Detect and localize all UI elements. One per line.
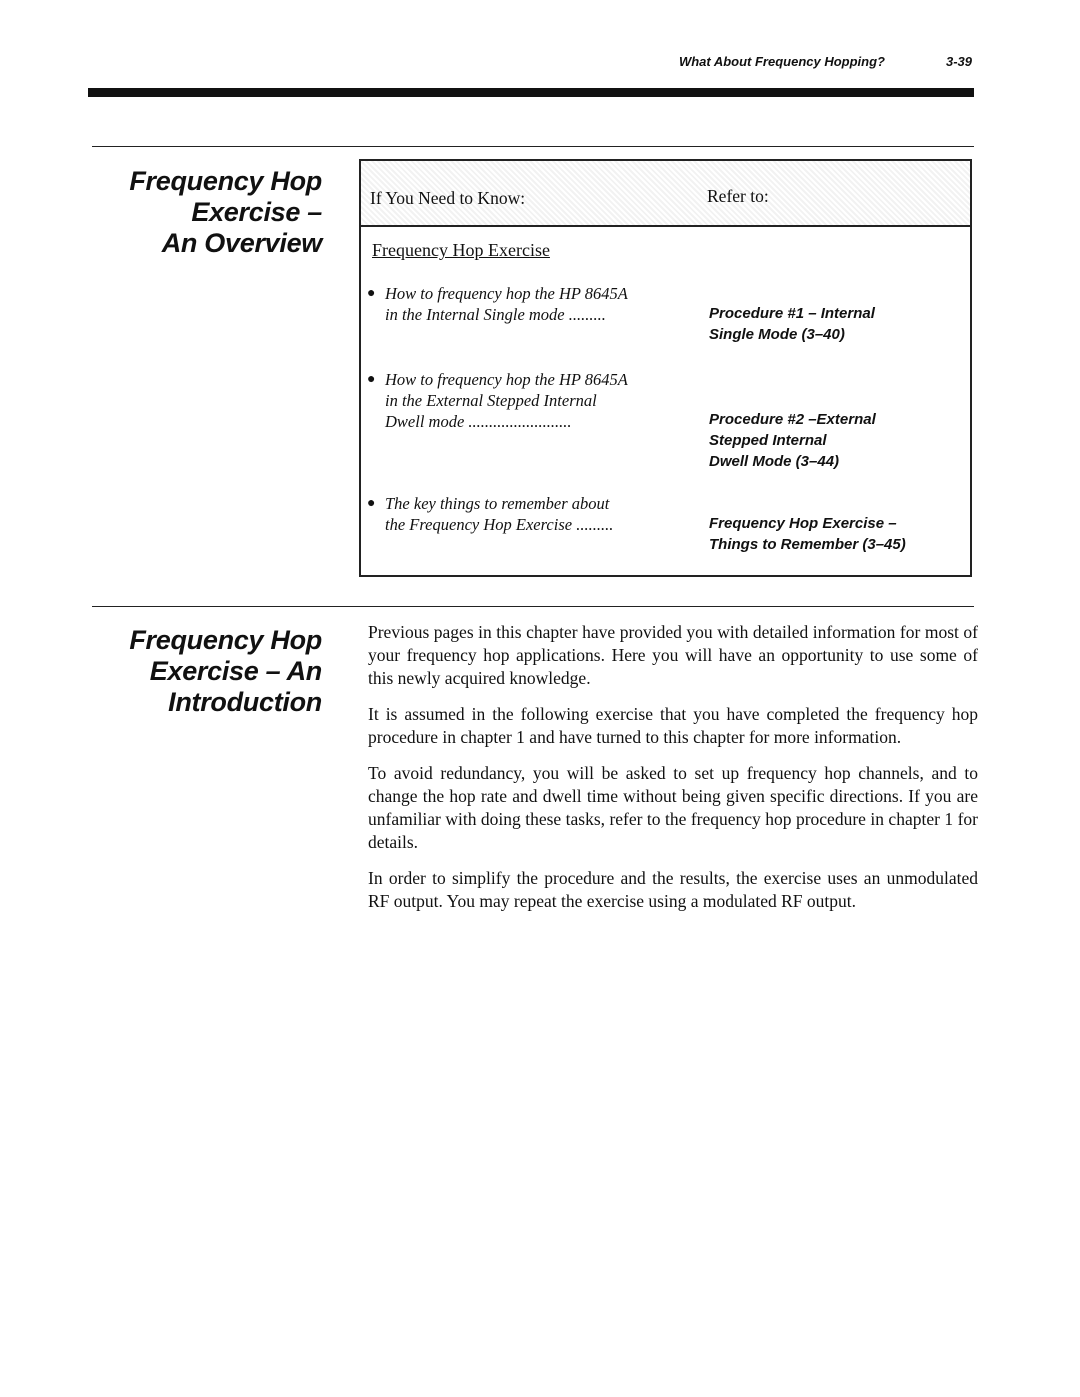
paragraph: In order to simplify the procedure and the results, the exercise uses an unmodulated RF output. You may repeat the exercise using a modulated RF output.: [368, 868, 978, 911]
section-divider-overview: [92, 146, 974, 147]
header-bar: [88, 88, 974, 97]
entry-topic-line: How to frequency hop the HP 8645A: [385, 284, 628, 303]
overview-title-line: Frequency Hop: [129, 166, 322, 196]
intro-title-line: Exercise – An: [149, 656, 322, 686]
reference-table: [359, 159, 972, 577]
entry-topic: [385, 493, 685, 535]
overview-title-line: An Overview: [161, 228, 322, 258]
entry-reference-line: Dwell Mode (3–44): [709, 453, 840, 470]
overview-section-title: [60, 166, 322, 259]
entry-reference-line: Single Mode (3–40): [709, 326, 845, 343]
intro-title-line: Frequency Hop: [129, 625, 322, 655]
entry-topic: [385, 283, 685, 325]
bullet-icon: ●: [367, 496, 376, 511]
entry-reference: [709, 513, 959, 555]
intro-section-title: [60, 625, 322, 718]
reference-table-header: [361, 161, 970, 227]
entry-topic-line: The key things to remember about: [385, 494, 610, 513]
entry-reference-line: Stepped Internal: [709, 432, 827, 449]
entry-topic: [385, 369, 685, 432]
paragraph: To avoid redundancy, you will be asked to set up frequency hop channels, and to change the hop rate and dwell time without being given specific directions. If you are unfamiliar with doing these tasks, refer to the frequency hop procedure in chapter 1 for details.: [368, 763, 978, 852]
entry-topic-line: Dwell mode .........................: [385, 412, 572, 431]
entry-reference: [709, 409, 959, 472]
entry-topic-line: in the External Stepped Internal: [385, 391, 597, 410]
paragraph: Previous pages in this chapter have provided you with detailed information for most of your frequency hop applications. Here you will have an opportunity to use some of this newly acquired knowledge.: [368, 622, 978, 688]
intro-title-line: Introduction: [168, 687, 322, 717]
entry-topic-line: in the Internal Single mode .........: [385, 305, 606, 324]
entry-reference-line: Procedure #1 – Internal: [709, 305, 875, 322]
bullet-icon: ●: [367, 372, 376, 387]
running-header: [560, 54, 980, 74]
running-header-title: What About Frequency Hopping?: [678, 54, 885, 69]
entry-reference-line: Frequency Hop Exercise –: [709, 515, 897, 532]
reference-table-subtitle: Frequency Hop Exercise: [372, 240, 550, 260]
intro-body: [368, 621, 978, 926]
page-number: 3-39: [945, 54, 972, 69]
bullet-icon: ●: [367, 286, 376, 301]
entry-reference: [709, 303, 959, 345]
entry-reference-line: Procedure #2 –External: [709, 411, 876, 428]
entry-reference-line: Things to Remember (3–45): [709, 536, 906, 553]
section-divider-intro: [92, 606, 974, 607]
overview-title-line: Exercise –: [191, 197, 322, 227]
column-header-refer: Refer to:: [707, 186, 769, 206]
column-header-know: If You Need to Know:: [370, 188, 526, 208]
entry-topic-line: the Frequency Hop Exercise .........: [385, 515, 614, 534]
entry-topic-line: How to frequency hop the HP 8645A: [385, 370, 628, 389]
paragraph: It is assumed in the following exercise that you have completed the frequency hop procedure in chapter 1 and have turned to this chapter for more information.: [368, 704, 978, 747]
